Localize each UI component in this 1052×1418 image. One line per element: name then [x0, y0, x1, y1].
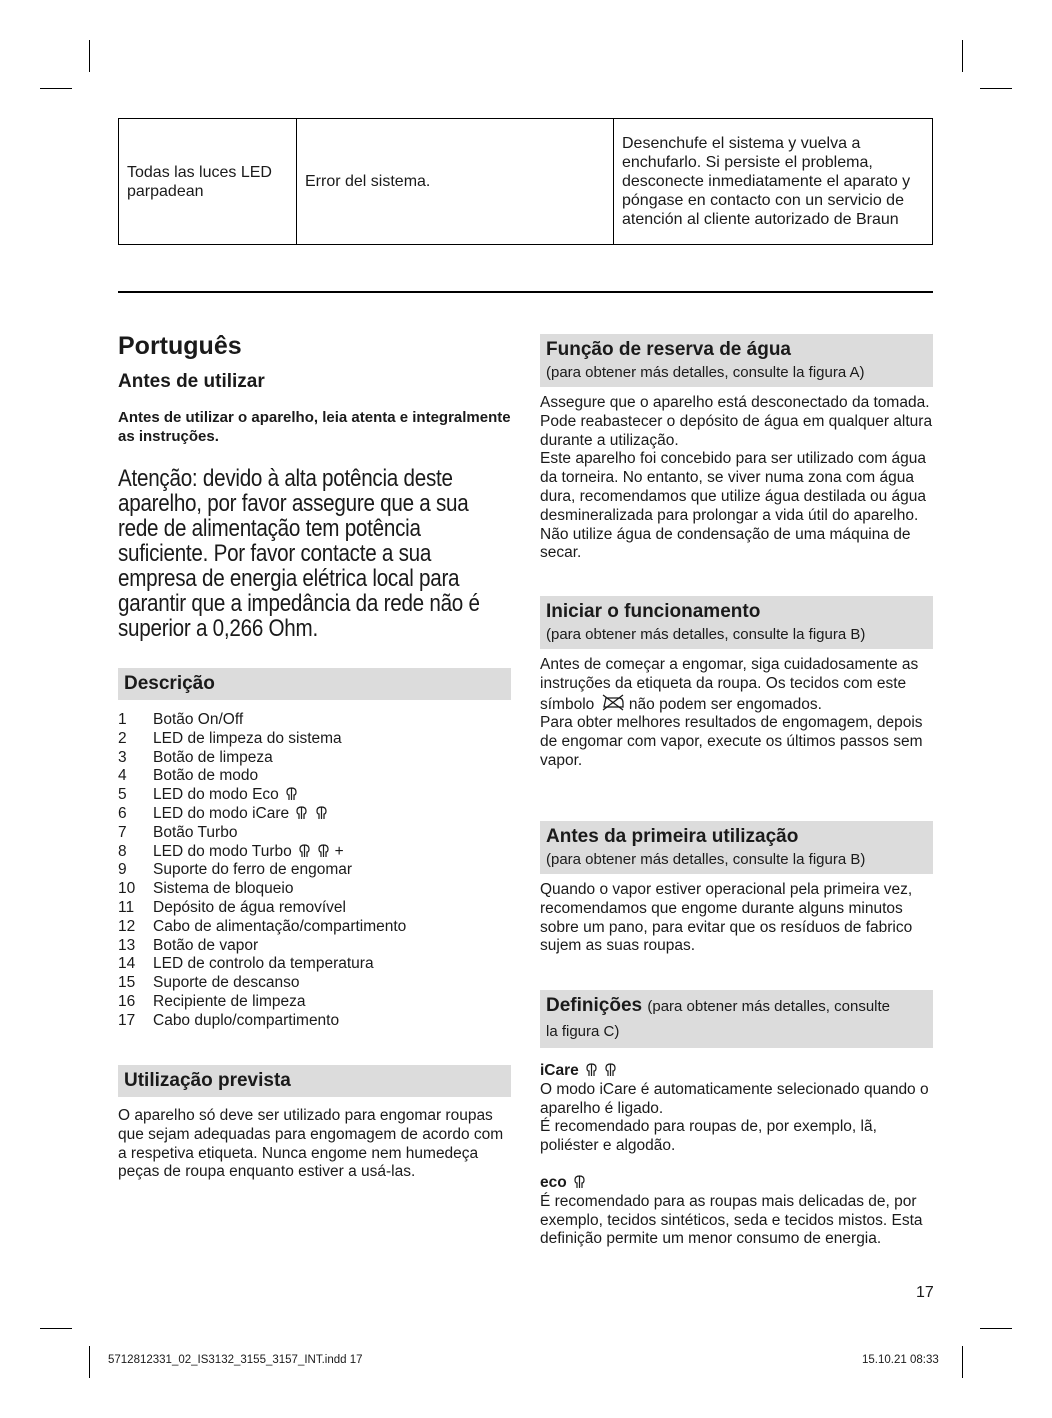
first-use-title: Antes da primeira utilização	[546, 826, 799, 847]
list-item	[118, 711, 511, 730]
list-item-label: Suporte de descanso	[153, 974, 300, 992]
list-item-number: 14	[118, 955, 136, 973]
list-item-label: Cabo de alimentação/compartimento	[153, 917, 407, 935]
list-item	[118, 861, 511, 880]
water-reserve-ref: (para obtener más detalles, consulte la figura A)	[546, 364, 865, 381]
intended-use-heading	[118, 1065, 511, 1097]
crop-mark	[980, 1328, 1012, 1329]
list-item-label: Recipiente de limpeza	[153, 992, 306, 1010]
start-operation-text-1	[540, 656, 933, 714]
list-item-number: 13	[118, 936, 136, 954]
list-item-label: Suporte do ferro de engomar	[153, 861, 353, 879]
intended-use-section	[118, 1065, 511, 1182]
list-item	[118, 974, 511, 993]
steam-icon	[315, 805, 328, 820]
list-item	[118, 805, 511, 824]
list-item	[118, 993, 511, 1012]
steam-icon	[585, 1062, 598, 1077]
settings-section	[540, 990, 933, 1249]
intended-use-text: O aparelho só deve ser utilizado para engomar roupas que sejam adequadas para engomagem de acordo com a respetiva etiqueta. Nunca engome nem humedeça peças de roupa enquanto estiver a usá-las.	[118, 1107, 504, 1181]
footer-date: 15.10.21 08:33	[862, 1354, 939, 1366]
list-item	[118, 824, 511, 843]
list-item-label: Botão de limpeza	[153, 748, 273, 766]
table-cell-symptom: Todas las luces LED parpadean	[119, 119, 297, 245]
steam-icon	[298, 843, 311, 858]
language-title: Português	[118, 332, 242, 360]
steam-icon	[317, 843, 330, 858]
steam-icon	[573, 1174, 586, 1189]
list-item-label: Sistema de bloqueio	[153, 880, 294, 898]
list-item-number: 15	[118, 974, 136, 992]
description-section	[118, 668, 511, 1031]
first-use-section	[540, 821, 933, 956]
icare-steam-icons	[583, 1062, 617, 1079]
before-use-title: Antes de utilizar	[118, 371, 265, 392]
list-item-number: 4	[118, 767, 127, 785]
list-item-number: 2	[118, 729, 127, 747]
list-item-number: 8	[118, 842, 127, 860]
start-operation-heading	[540, 596, 933, 649]
list-item-number: 7	[118, 823, 127, 841]
start-operation-title: Iniciar o funcionamento	[546, 601, 761, 622]
eco-text: É recomendado para as roupas mais delicadas de, por exemplo, tecidos sintéticos, seda e tecidos mistos. Esta definição permite um menor consumo de energia.	[540, 1192, 923, 1248]
list-item-number: 16	[118, 992, 136, 1010]
list-item-number: 12	[118, 917, 136, 935]
start-operation-text-after: não podem ser engomados.	[628, 695, 822, 713]
list-item-label: Cabo duplo/compartimento	[153, 1011, 340, 1029]
start-operation-text-2: Para obter melhores resultados de engomagem, depois de engomar com vapor, execute os últimos passos sem vapor.	[540, 714, 923, 769]
crop-mark	[962, 40, 963, 72]
list-item-label: Botão On/Off	[153, 711, 244, 728]
list-item	[118, 843, 511, 862]
parts-list	[118, 711, 511, 1031]
steam-icon	[604, 1062, 617, 1077]
water-reserve-text-1: Assegure que o aparelho está desconectado da tomada. Pode reabastecer o depósito de água em qualquer altura durante a utilização.	[540, 394, 933, 449]
water-reserve-section	[540, 334, 933, 563]
list-item	[118, 749, 511, 768]
troubleshooting-table	[118, 118, 933, 245]
list-item-label: Botão de vapor	[153, 936, 259, 954]
icare-text-2: É recomendado para roupas de, por exemplo, lã, poliéster e algodão.	[540, 1118, 877, 1155]
crop-mark	[40, 1328, 72, 1329]
first-use-ref: (para obtener más detalles, consulte la figura B)	[546, 851, 866, 868]
eco-steam-icons	[571, 1174, 586, 1191]
start-operation-ref: (para obtener más detalles, consulte la figura B)	[546, 626, 866, 643]
section-divider	[118, 291, 933, 293]
icare-name: iCare	[540, 1062, 579, 1079]
footer-file: 5712812331_02_IS3132_3155_3157_INT.indd 17	[108, 1354, 363, 1366]
list-item	[118, 786, 511, 805]
eco-setting-title	[540, 1174, 933, 1193]
list-item-label: LED do modo Turbo	[153, 842, 292, 860]
water-reserve-heading	[540, 334, 933, 387]
list-item	[118, 730, 511, 749]
list-item	[118, 937, 511, 956]
eco-name: eco	[540, 1173, 567, 1191]
before-use-note: Antes de utilizar o aparelho, leia atenta e integralmente as instruções.	[118, 409, 511, 445]
list-item-label: Depósito de água removível	[153, 898, 347, 916]
table-cell-cause: Error del sistema.	[297, 119, 614, 245]
list-item	[118, 955, 511, 974]
description-title: Descrição	[124, 673, 215, 694]
list-item-number: 17	[118, 1011, 136, 1029]
icare-text-1: O modo iCare é automaticamente selecionado quando o aparelho é ligado.	[540, 1080, 929, 1117]
crop-mark	[980, 88, 1012, 89]
first-use-heading	[540, 821, 933, 874]
left-column	[118, 331, 511, 641]
icare-setting-title	[540, 1062, 933, 1081]
list-item-label: LED de controlo da temperatura	[153, 955, 374, 973]
page-number: 17	[916, 1284, 934, 1301]
list-item-label: LED de limpeza do sistema	[153, 729, 342, 747]
list-item-label: Botão Turbo	[153, 823, 238, 841]
start-operation-text-before: Antes de começar a engomar, siga cuidadosamente as instruções da etiqueta da roupa. Os tecidos com este símbolo	[540, 656, 919, 713]
steam-icon	[285, 786, 298, 801]
water-reserve-title: Função de reserva de água	[546, 339, 791, 360]
table-cell-remedy: Desenchufe el sistema y vuelva a enchufarlo. Si persiste el problema, desconecte inmediatamente el aparato y póngase en contacto con un servicio de atención al cliente autorizado de Braun	[614, 119, 933, 245]
table-row	[119, 119, 933, 245]
list-item-label: LED do modo Eco	[153, 786, 279, 804]
crop-mark	[89, 1346, 90, 1378]
list-item	[118, 899, 511, 918]
settings-title: Definições	[546, 995, 643, 1016]
list-item	[118, 767, 511, 786]
description-heading	[118, 668, 511, 700]
power-warning: Atenção: devido à alta potência deste aparelho, por favor assegure que a sua rede de alimentação tem potência suficiente. Por favor contacte a sua empresa de energia elétrica local para garantir que a impedância da rede não é superior a 0,266 Ohm.	[118, 465, 480, 642]
first-use-text: Quando o vapor estiver operacional pela primeira vez, recomendamos que engome durante alguns minutos sobre um pano, para evitar que os resíduos de fabrico sujem as suas roupas.	[540, 881, 913, 955]
list-item	[118, 1012, 511, 1031]
intended-use-title: Utilização prevista	[124, 1070, 291, 1091]
crop-mark	[89, 40, 90, 72]
settings-ref: (para obtener más detalles, consulte la figura C)	[546, 998, 891, 1040]
list-item-label: LED do modo iCare	[153, 804, 290, 822]
list-item-number: 10	[118, 880, 136, 898]
list-item-number: 6	[118, 804, 127, 822]
water-reserve-text-2: Este aparelho foi concebido para ser utilizado com água da torneira. No entanto, se viver numa zona com água dura, recomendamos que utilize água destilada ou água desmineralizada para prolongar a vida útil do aparelho. Não utilize água de condensação de uma máquina de secar.	[540, 450, 927, 562]
crop-mark	[962, 1346, 963, 1378]
list-item-number: 1	[118, 711, 127, 728]
steam-icon	[295, 805, 308, 820]
no-ironing-icon	[601, 694, 625, 711]
list-item-label: Botão de modo	[153, 767, 259, 785]
list-item-number: 3	[118, 748, 127, 766]
settings-heading	[540, 990, 933, 1048]
list-item-number: 11	[118, 898, 135, 916]
list-item-number: 5	[118, 786, 127, 804]
list-item	[118, 918, 511, 937]
list-item-number: 9	[118, 861, 127, 879]
list-item	[118, 880, 511, 899]
start-operation-section	[540, 596, 933, 771]
crop-mark	[40, 88, 72, 89]
turbo-plus: +	[334, 842, 344, 860]
